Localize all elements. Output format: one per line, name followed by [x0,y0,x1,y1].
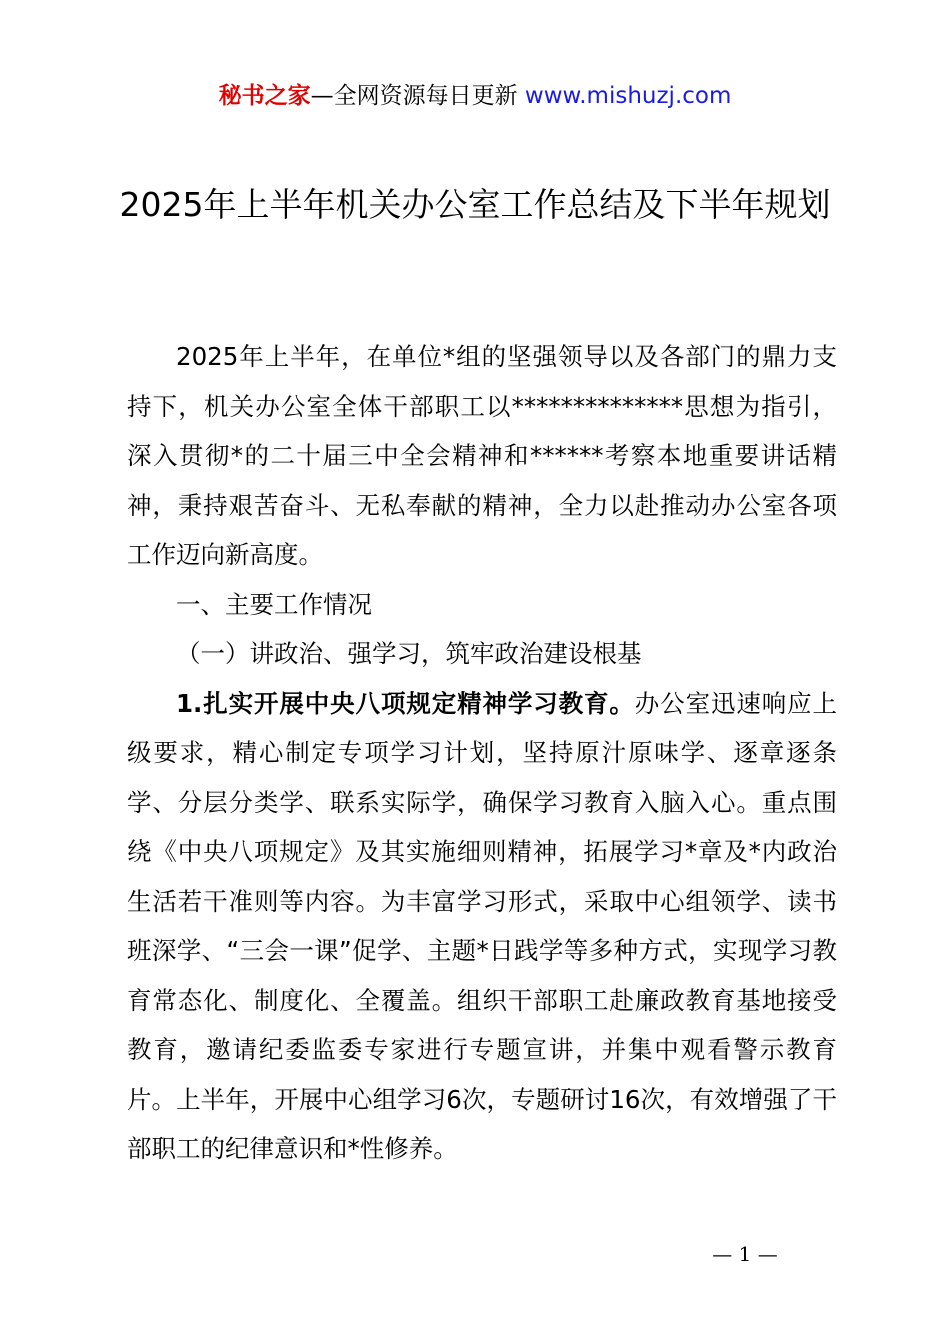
item-lead: 1.扎实开展中央八项规定精神学习教育。 [176,688,635,718]
item-paragraph [127,679,837,1174]
section-heading: 一、主要工作情况 [176,589,372,619]
subsection-heading: （一）讲政治、强学习，筑牢政治建设根基 [176,639,642,668]
brand-name: 秘书之家 [218,83,311,109]
site-header [0,80,950,112]
page-number: — 1 — [712,1242,778,1266]
intro-paragraph: 2025年上半年，在单位*组的坚强领导以及各部门的鼎力支持下，机关办公室全体干部职工以**************思想为指引，深入贯彻*的二十届三中全会精神和******考察本地重要讲话精神，秉持艰苦奋斗、无私奉献的精神，全力以赴推动办公室各项工作迈向新高度。 [127,342,837,569]
document-body [127,332,837,1174]
document-title: 2025年上半年机关办公室工作总结及下半年规划 [119,185,831,224]
header-tagline: —全网资源每日更新 [310,83,525,109]
site-url[interactable]: www.mishuzj.com [524,83,732,109]
item-body: 办公室迅速响应上级要求，精心制定专项学习计划，坚持原汁原味学、逐章逐条学、分层分类学、联系实际学，确保学习教育入脑入心。重点围绕《中央八项规定》及其实施细则精神，拓展学习*章及*内政治生活若干准则等内容。为丰富学习形式，采取中心组领学、读书班深学、“三会一课”促学、主题*日践学等多种方式，实现学习教育常态化、制度化、全覆盖。组织干部职工赴廉政教育基地接受教育，邀请纪委监委专家进行专题宣讲，并集中观看警示教育片。上半年，开展中心组学习6次，专题研讨16次，有效增强了干部职工的纪律意识和*性修养。 [127,688,837,1163]
